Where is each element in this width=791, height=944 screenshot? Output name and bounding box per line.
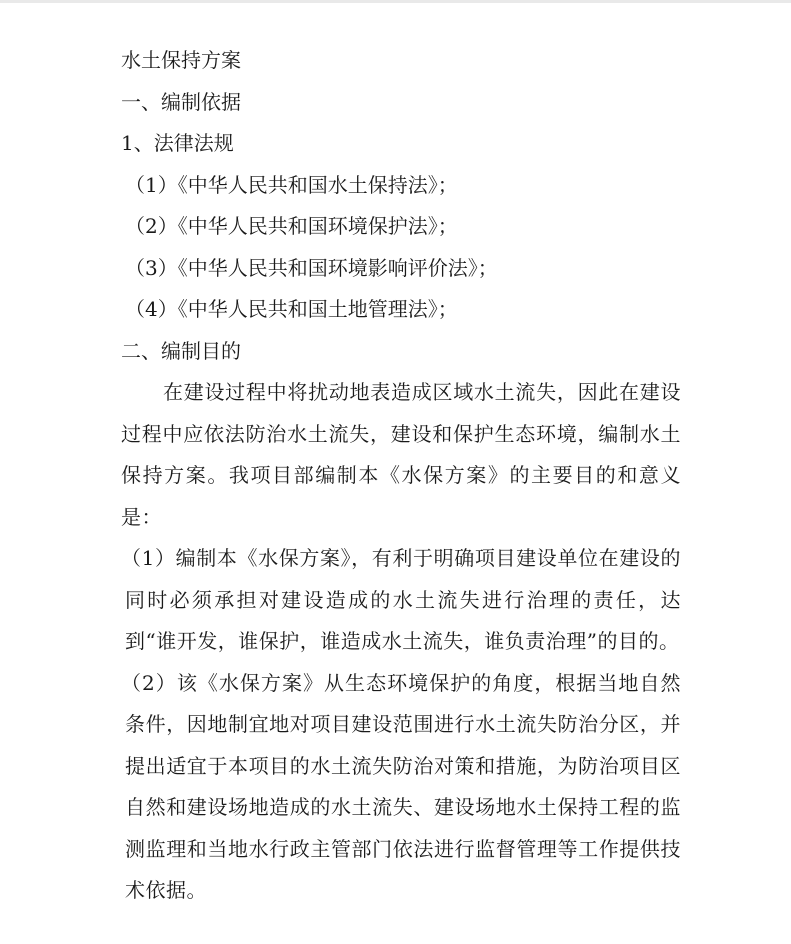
document-body bbox=[121, 40, 681, 912]
law-item: （2）《中华人民共和国环境保护法》； bbox=[125, 214, 458, 238]
purpose-point-paragraph: （2）该《水保方案》从生态环境保护的角度，根据当地自然条件，因地制宜地对项目建设范围进行水土流失防治分区，并提出适宜于本项目的水土流失防治对策和措施，为防治项目区自然和建设场地造成的水土流失、建设场地水土保持工程的监测监理和当地水行政主管部门依法进行监督管理等工作提供技术依据。 bbox=[121, 670, 681, 902]
law-item: （4）《中华人民共和国土地管理法》； bbox=[125, 297, 458, 321]
law-item: （1）《中华人民共和国水土保持法》； bbox=[125, 172, 458, 197]
subheading-laws: 1、法律法规 bbox=[121, 131, 234, 155]
section-heading-purpose: 二、编制目的 bbox=[121, 338, 241, 363]
law-item: （3）《中华人民共和国环境影响评价法》； bbox=[125, 255, 498, 280]
document-title: 水土保持方案 bbox=[121, 48, 241, 72]
purpose-intro-paragraph: 在建设过程中将扰动地表造成区域水土流失，因此在建设过程中应依法防治水土流失，建设和保护生态环境，编制水土保持方案。我项目部编制本《水保方案》的主要目的和意义是： bbox=[121, 380, 681, 529]
section-heading-basis: 一、编制依据 bbox=[121, 89, 241, 114]
purpose-point-paragraph: （1）编制本《水保方案》，有利于明确项目建设单位在建设的同时必须承担对建设造成的水土流失进行治理的责任，达到“谁开发，谁保护，谁造成水土流失，谁负责治理”的目的。 bbox=[121, 546, 681, 653]
page-top-border bbox=[0, 0, 791, 3]
